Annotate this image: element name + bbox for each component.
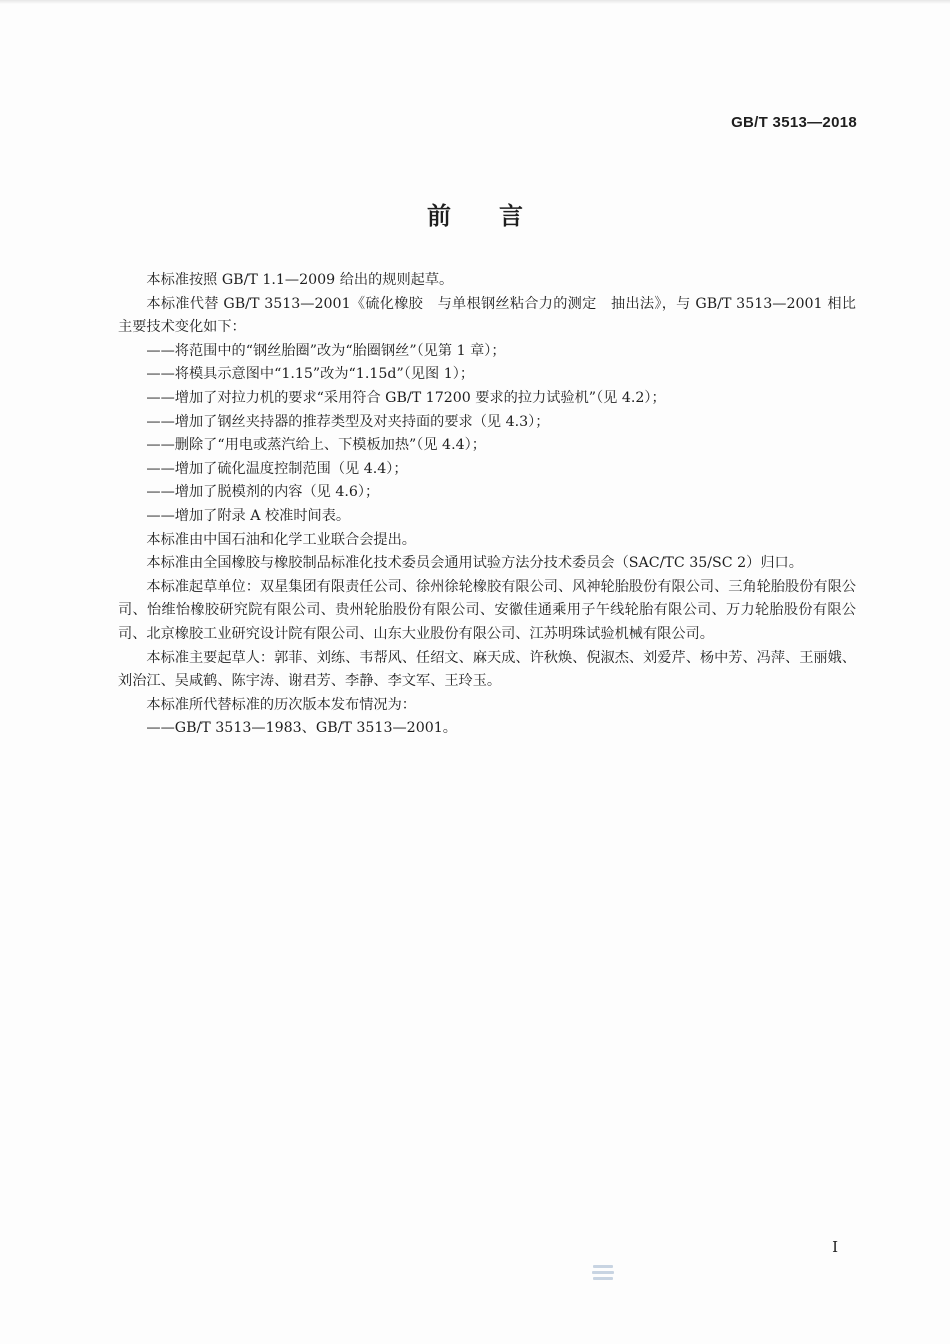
paragraph-drafters: 本标准主要起草人：郭菲、刘练、韦帮风、任绍文、麻天成、许秋焕、倪淑杰、刘爱芹、杨中芳、冯萍、王丽娥、刘治江、吴咸鹤、陈宇涛、谢君芳、李静、李文军、王玲玉。 (118, 649, 856, 690)
standard-number: GB/T 3513—2018 (731, 114, 857, 131)
scan-stamp-icon (590, 1262, 616, 1284)
change-item: ——增加了对拉力机的要求“采用符合 GB/T 17200 要求的拉力试验机”（见 4.2）； (146, 389, 666, 406)
paragraph-drafting-units: 本标准起草单位：双星集团有限责任公司、徐州徐轮橡胶有限公司、风神轮胎股份有限公司、三角轮胎股份有限公司、怡维怡橡胶研究院有限公司、贵州轮胎股份有限公司、安徽佳通乘用子午线轮胎有限公司、万力轮胎股份有限公司、北京橡胶工业研究设计院有限公司、山东大业股份有限公司、江苏明珠试验机械有限公司。 (118, 578, 856, 642)
paragraph-replacement: 本标准代替 GB/T 3513—2001《硫化橡胶 与单根钢丝粘合力的测定 抽出法》，与 GB/T 3513—2001 相比主要技术变化如下： (118, 295, 856, 336)
scan-edge (0, 0, 950, 4)
change-item: ——将模具示意图中“1.15”改为“1.15d”（见图 1）； (146, 366, 475, 383)
page-title: 前言 (427, 202, 571, 230)
change-item: ——将范围中的“钢丝胎圈”改为“胎圈钢丝”（见第 1 章）； (146, 342, 506, 359)
change-item: ——增加了钢丝夹持器的推荐类型及对夹持面的要求（见 4.3）； (146, 413, 550, 430)
foreword-body (118, 269, 856, 741)
paragraph-previous-editions: 本标准所代替标准的历次版本发布情况为： (146, 696, 416, 713)
paragraph-proposer: 本标准由中国石油和化学工业联合会提出。 (146, 531, 416, 548)
paragraph-responsible-committee: 本标准由全国橡胶与橡胶制品标准化技术委员会通用试验方法分技术委员会（SAC/TC 35/SC 2）归口。 (146, 555, 803, 572)
page-number: I (832, 1238, 838, 1256)
change-item: ——删除了“用电或蒸汽给上、下模板加热”（见 4.4）； (146, 437, 486, 454)
change-item: ——增加了脱模剂的内容（见 4.6）； (146, 484, 380, 501)
previous-editions-item: ——GB/T 3513—1983、GB/T 3513—2001。 (146, 720, 457, 737)
change-item: ——增加了附录 A 校准时间表。 (146, 507, 351, 524)
paragraph-drafting-rules: 本标准按照 GB/T 1.1—2009 给出的规则起草。 (146, 272, 454, 288)
change-item: ——增加了硫化温度控制范围（见 4.4）； (146, 460, 408, 477)
